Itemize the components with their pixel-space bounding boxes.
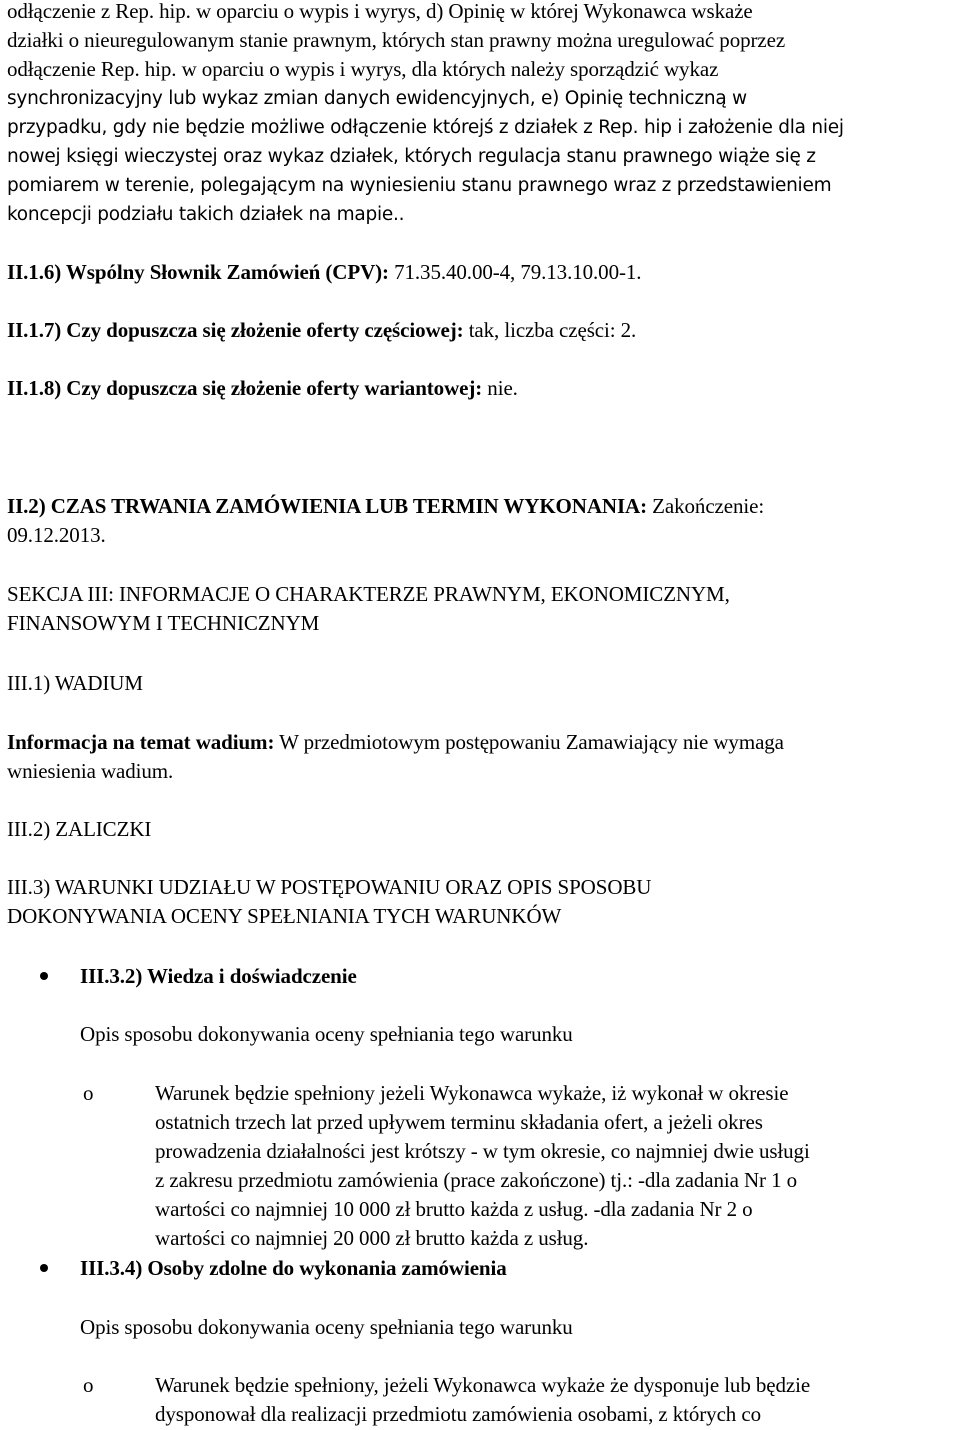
item-title-text: III.3.4) Osoby zdolne do wykonania zamówienia xyxy=(80,1256,507,1280)
conditions-heading: III.3) WARUNKI UDZIAŁU W POSTĘPOWANIU ORAZ OPIS SPOSOBU xyxy=(7,875,652,899)
conditions-heading: DOKONYWANIA OCENY SPEŁNIANIA TYCH WARUNKÓW xyxy=(7,904,562,928)
circle-bullet-icon: o xyxy=(83,1373,94,1397)
item-text-line: dysponował dla realizacji przedmiotu zamówienia osobami, z których co xyxy=(155,1402,761,1426)
section-title: SEKCJA III: INFORMACJE O CHARAKTERZE PRAWNYM, EKONOMICZNYM, xyxy=(7,582,730,606)
item-text-line: Warunek będzie spełniony, jeżeli Wykonawca wykaże że dysponuje lub będzie xyxy=(155,1373,811,1397)
duration-label: II.2) CZAS TRWANIA ZAMÓWIENIA LUB TERMIN WYKONANIA: xyxy=(7,494,648,518)
variant-offers-row xyxy=(7,374,518,403)
item-text-line: z zakresu przedmiotu zamówienia (prace zakończone) tj.: -dla zadania Nr 1 o xyxy=(155,1168,798,1192)
paragraph-line: synchronizacyjny lub wykaz zmian danych ewidencyjnych, e) Opinię techniczną w xyxy=(7,88,747,109)
item-title xyxy=(80,1254,507,1283)
partial-offers-row xyxy=(7,316,636,345)
bullet-icon xyxy=(40,1264,48,1272)
cpv-row xyxy=(7,258,641,287)
paragraph-line: działki o nieuregulowanym stanie prawnym, których stan prawny można uregulować poprzez xyxy=(7,28,786,52)
duration-value: Zakończenie: xyxy=(647,494,765,518)
wadium-info-cont: wniesienia wadium. xyxy=(7,759,174,783)
wadium-info-label: Informacja na temat wadium: xyxy=(7,730,275,754)
item-text-line: wartości co najmniej 10 000 zł brutto każda z usług. -dla zadania Nr 2 o xyxy=(155,1197,753,1221)
bullet-icon xyxy=(40,972,48,980)
variant-offers-value: nie. xyxy=(482,376,518,400)
variant-offers-label: II.1.8) Czy dopuszcza się złożenie oferty wariantowej: xyxy=(7,376,483,400)
section-title: FINANSOWYM I TECHNICZNYM xyxy=(7,611,320,635)
item-text-line: ostatnich trzech lat przed upływem terminu składania ofert, a jeżeli okres xyxy=(155,1110,763,1134)
wadium-info-value: W przedmiotowym postępowaniu Zamawiający nie wymaga xyxy=(274,730,784,754)
paragraph-line: odłączenie z Rep. hip. w oparciu o wypis i wyrys, d) Opinię w której Wykonawca wskaże xyxy=(7,0,753,23)
cpv-value: 71.35.40.00-4, 79.13.10.00-1. xyxy=(388,260,642,284)
cpv-label: II.1.6) Wspólny Słownik Zamówień (CPV): xyxy=(7,260,389,284)
paragraph-line: koncepcji podziału takich działek na mapie.. xyxy=(7,204,405,225)
item-subtitle: Opis sposobu dokonywania oceny spełniania tego warunku xyxy=(80,1315,573,1339)
item-title-text: III.3.2) Wiedza i doświadczenie xyxy=(80,964,357,988)
wadium-heading: III.1) WADIUM xyxy=(7,671,143,695)
partial-offers-label: II.1.7) Czy dopuszcza się złożenie oferty częściowej: xyxy=(7,318,464,342)
item-title xyxy=(80,962,357,991)
item-subtitle: Opis sposobu dokonywania oceny spełniania tego warunku xyxy=(80,1022,573,1046)
item-text-line: wartości co najmniej 20 000 zł brutto każda z usług. xyxy=(155,1226,589,1250)
paragraph-line: pomiarem w terenie, polegającym na wyniesieniu stanu prawnego wraz z przedstawieniem xyxy=(7,175,832,196)
duration-row xyxy=(7,492,764,521)
duration-date: 09.12.2013. xyxy=(7,523,106,547)
zaliczki-heading: III.2) ZALICZKI xyxy=(7,817,152,841)
partial-offers-value: tak, liczba części: 2. xyxy=(463,318,637,342)
paragraph-line: nowej księgi wieczystej oraz wykaz działek, których regulacja stanu prawnego wiąże się z xyxy=(7,146,816,167)
paragraph-line: odłączenie Rep. hip. w oparciu o wypis i wyrys, dla których należy sporządzić wykaz xyxy=(7,57,719,81)
wadium-info-row xyxy=(7,728,784,757)
item-text-line: prowadzenia działalności jest krótszy - w tym okresie, co najmniej dwie usługi xyxy=(155,1139,810,1163)
item-text-line: Warunek będzie spełniony jeżeli Wykonawca wykaże, iż wykonał w okresie xyxy=(155,1081,789,1105)
circle-bullet-icon: o xyxy=(83,1081,94,1105)
paragraph-line: przypadku, gdy nie będzie możliwe odłączenie którejś z działek z Rep. hip i założenie dla niej xyxy=(7,117,844,138)
